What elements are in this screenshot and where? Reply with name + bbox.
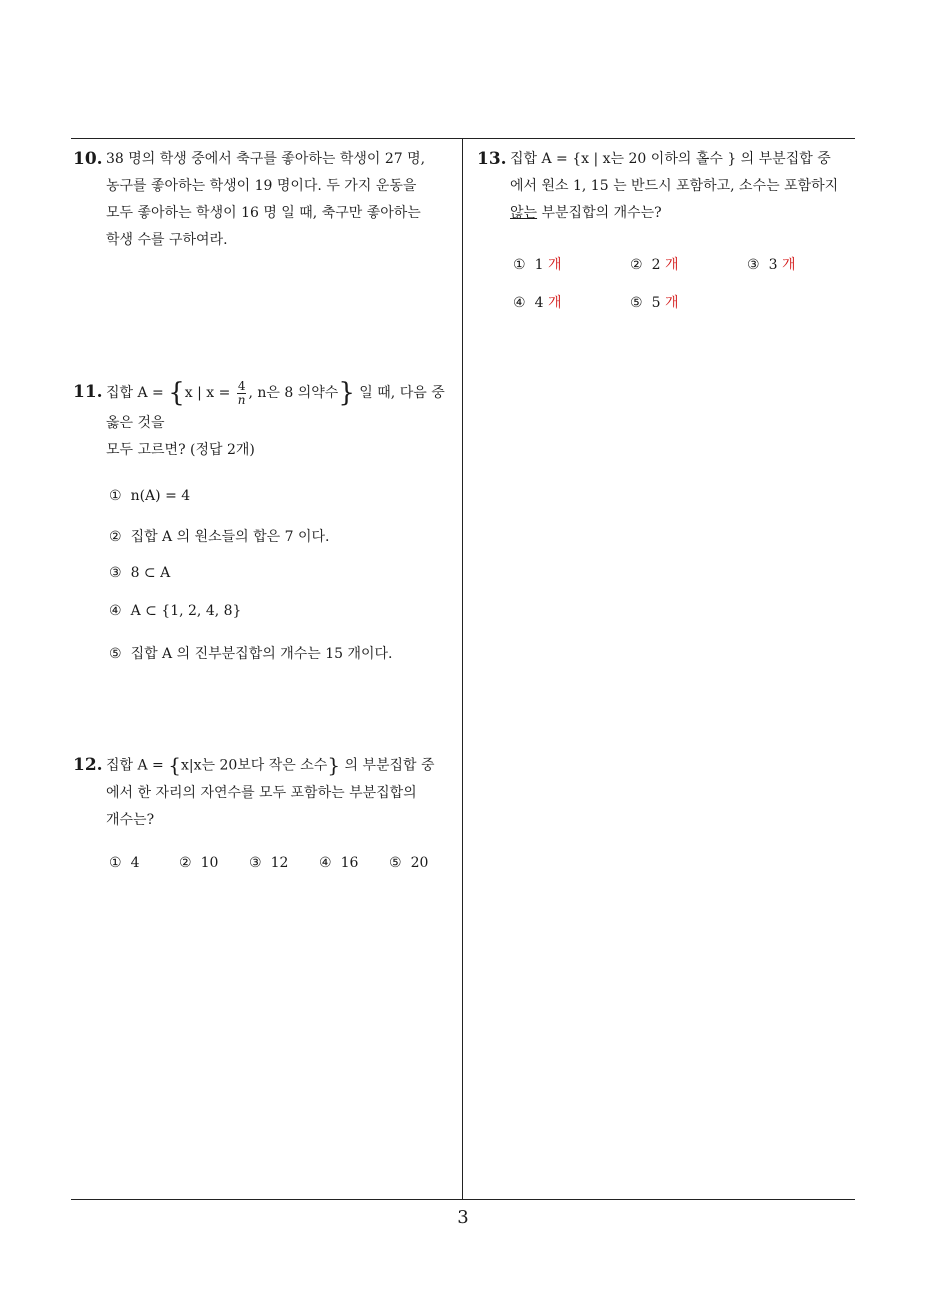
choice-unit: 개 [664,295,679,311]
choice-marker: ④ [109,603,122,619]
choice-unit: 개 [547,257,562,273]
choice-text: 16 [340,855,359,871]
choice-marker: ① [513,257,526,273]
text-line [106,376,455,410]
choice-marker: ⑤ [389,855,402,871]
right-brace: } [338,378,355,408]
text-line: 모두 고르면? (정답 2개) [106,442,255,458]
question-number: 10. [73,149,103,169]
choice-marker: ④ [319,855,332,871]
question-number: 13. [477,149,507,169]
choice-unit: 개 [781,257,796,273]
choice-1[interactable] [109,855,139,871]
choice-2[interactable] [179,855,218,871]
question-text [106,146,455,254]
choice-number: 3 [768,257,778,273]
stem-tail: 의 부분집합 중 [340,757,435,774]
question-number: 12. [73,755,103,775]
choice-number: 2 [651,257,661,273]
text-line-rest: 부분집합의 개수는? [537,205,662,221]
set-condition: , n은 8 의약수 [248,385,339,401]
text-line: 에서 원소 1, 15 는 반드시 포함하고, 소수는 포함하지 [510,178,839,194]
fraction [237,380,247,407]
question-text [106,752,455,834]
choice-unit: 개 [547,295,562,311]
choice-4[interactable] [513,292,561,312]
bottom-rule [71,1199,855,1200]
choice-text: n(A) = 4 [130,488,191,504]
choice-text: 20 [410,855,429,871]
choice-marker: ② [179,855,192,871]
choice-text: A ⊂ {1, 2, 4, 8} [130,603,242,619]
question-text [510,146,857,227]
choice-marker: ③ [109,565,122,581]
choice-unit: 개 [664,257,679,273]
question-text [106,376,455,464]
choice-marker: ④ [513,295,526,311]
set-label: 집합 A = [106,385,169,401]
choice-marker: ① [109,488,122,504]
top-rule [71,138,855,139]
text-line: 38 명의 학생 중에서 축구를 좋아하는 학생이 27 명, [106,151,426,167]
choice-text: 8 ⊂ A [130,565,171,581]
choice-5[interactable] [630,292,678,312]
choice-5[interactable] [389,855,428,871]
choice-marker: ② [630,257,643,273]
choice-text: 10 [200,855,219,871]
choice-text: 집합 A 의 진부분집합의 개수는 15 개이다. [130,646,393,662]
choice-3[interactable] [109,565,170,581]
choice-marker: ② [109,529,122,545]
text-line: 모두 좋아하는 학생이 16 명 일 때, 축구만 좋아하는 [106,205,421,221]
text-line: 집합 A = {x | x는 20 이하의 홀수 } 의 부분집합 중 [510,151,831,167]
text-line: 농구를 좋아하는 학생이 19 명이다. 두 가지 운동을 [106,178,417,194]
column-divider [462,138,463,1200]
choice-text: 집합 A 의 원소들의 합은 7 이다. [130,529,330,545]
fraction-denominator: n [237,392,246,407]
fraction-numerator: 4 [237,378,246,393]
choice-number: 5 [651,295,661,311]
choice-2[interactable] [109,526,330,546]
choice-text: 4 [130,855,140,871]
set-label: 집합 A = [106,757,169,774]
text-line: 학생 수를 구하여라. [106,232,228,248]
choice-marker: ① [109,855,122,871]
choice-3[interactable] [249,855,288,871]
choice-text: 12 [270,855,289,871]
choice-marker: ⑤ [630,295,643,311]
choice-3[interactable] [747,254,795,274]
page-number: 3 [457,1207,469,1228]
set-builder: x|x는 20보다 작은 소수 [180,757,328,774]
set-builder: x | x = [184,385,235,401]
stem-tail: 일 때, 다음 중 [354,385,445,401]
choice-marker: ③ [249,855,262,871]
choice-number: 4 [534,295,544,311]
text-line [106,752,455,780]
choice-5[interactable] [109,643,393,663]
left-brace: { [168,753,181,777]
choice-2[interactable] [630,254,678,274]
choice-1[interactable] [109,488,190,504]
text-line: 옳은 것을 [106,415,165,431]
choice-1[interactable] [513,254,561,274]
left-brace: { [168,378,185,408]
choice-marker: ⑤ [109,646,122,662]
choice-4[interactable] [319,855,358,871]
question-number: 11. [73,382,103,402]
text-line: 에서 한 자리의 자연수를 모두 포함하는 부분집합의 [106,784,417,801]
text-line: 개수는? [106,811,155,828]
choice-marker: ③ [747,257,760,273]
text-line [510,200,857,227]
choice-number: 1 [534,257,544,273]
choice-4[interactable] [109,603,241,619]
right-brace: } [327,753,341,777]
underlined-word: 않는 [510,205,538,221]
